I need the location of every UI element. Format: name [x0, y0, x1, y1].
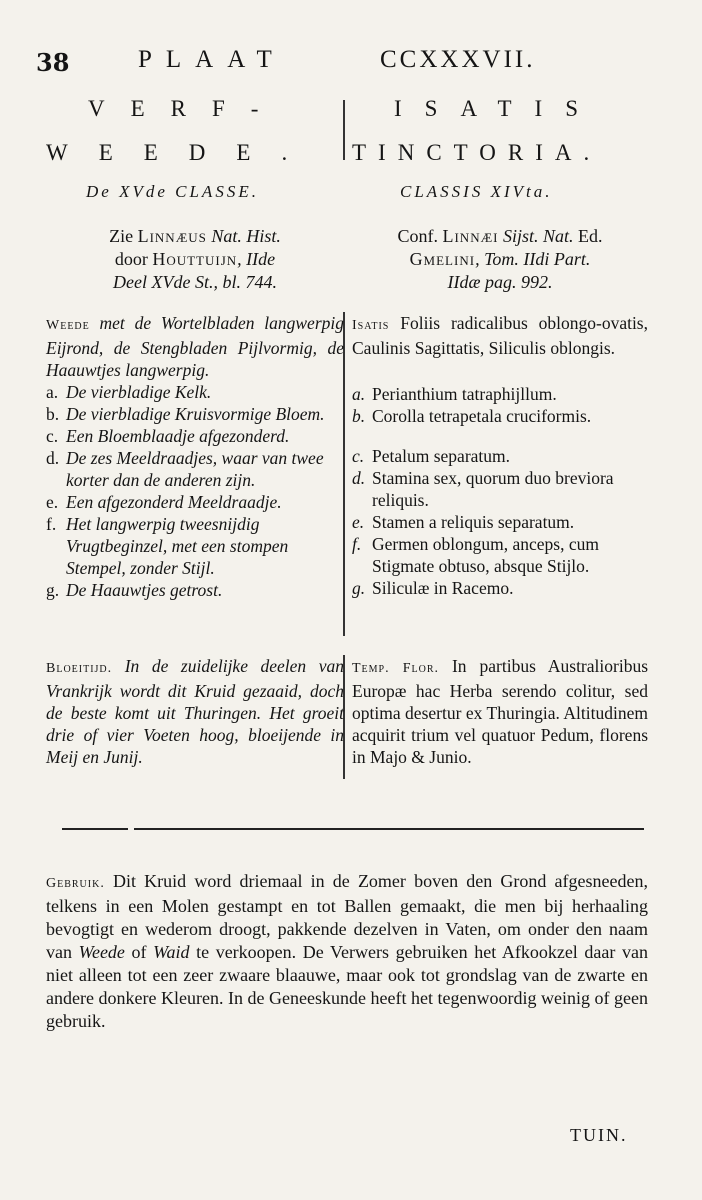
dutch-flowering: Bloeitijd. In de zuidelijke deelen van Vrankrijk wordt dit Kruid gezaaid, doch de beste komt uit Thuringen. Het groeit drie of vier Voeten hoog, bloeijende in Meij en Junij.	[46, 656, 344, 767]
dutch-title-line1: VERF-	[88, 96, 285, 121]
latin-description: Isatis Foliis radicalibus oblongo-ovatis, Caulinis Sagittatis, Siliculis oblongis.	[352, 313, 648, 358]
column-divider-title	[343, 100, 345, 160]
latin-title-line1: ISATIS	[394, 96, 602, 121]
separator-short	[62, 828, 128, 830]
dutch-description-column	[46, 312, 344, 601]
list-item: b. Corolla tetrapetala cruciformis.	[352, 406, 592, 426]
dutch-parts-list	[46, 381, 344, 601]
list-item: b. De vierbladige Kruisvormige Bloem.	[46, 404, 325, 424]
list-item: e. Stamen a reliquis separatum.	[352, 512, 575, 532]
latin-reference: Conf. Linnæi Sijst. Nat. Ed. Gmelini, Tom. IIdi Part. IIdæ pag. 992.	[397, 226, 603, 292]
list-item: d. Stamina sex, quorum duo breviora reliquis.	[352, 468, 614, 510]
latin-class: CLASSIS XIVta.	[400, 182, 553, 201]
latin-flowering: Temp. Flor. In partibus Australioribus Europæ hac Herba serendo colitur, sed optima desertur ex Thuringia. Altitudinem acquirit trium vel quatuor Pedum, florens in Majo & Junio.	[352, 656, 649, 767]
dutch-reference: Zie Linnæus Nat. Hist. door Houttuijn, IIde Deel XVde St., bl. 744.	[109, 226, 281, 292]
list-item: a. De vierbladige Kelk.	[46, 382, 212, 402]
plate-label: PLAAT	[138, 46, 286, 73]
page-number: 38	[36, 48, 70, 77]
list-item: f. Het langwerpig tweesnijdig Vrugtbeginzel, met een stompen Stempel, zonder Stijl.	[46, 514, 289, 578]
latin-parts-list	[352, 383, 648, 599]
list-item: g. De Haauwtjes getrost.	[46, 580, 223, 600]
plate-number: CCXXXVII.	[380, 46, 536, 73]
list-item: a. Perianthium tatraphijllum.	[352, 384, 557, 404]
latin-description-column	[352, 312, 648, 599]
dutch-title-line2: WEEDE.	[46, 140, 319, 165]
list-item: e. Een afgezonderd Meeldraadje.	[46, 492, 282, 512]
catchword: TUIN.	[570, 1125, 628, 1145]
latin-title-line2: TINCTORIA.	[352, 140, 602, 165]
list-item: c. Petalum separatum.	[352, 446, 511, 466]
list-item: d. De zes Meeldraadjes, waar van twee korter dan de anderen zijn.	[46, 448, 324, 490]
dutch-description: Weede met de Wortelbladen langwerpig Eijrond, de Stengbladen Pijlvormig, de Haauwtjes langwerpig.	[46, 313, 344, 380]
list-item: g. Siliculæ in Racemo.	[352, 578, 514, 598]
list-item: c. Een Bloemblaadje afgezonderd.	[46, 426, 290, 446]
usage-paragraph: Gebruik. Dit Kruid word driemaal in de Zomer boven den Grond afgesneeden, telkens in een Molen gestampt en tot Ballen gemaakt, die men bij herhaaling bevogtigt en wederom droogt, pakkende dezelven in Vaten, om onder den naam van Weede of Waid te verkoopen. De Verwers gebruiken het Afkookzel daar van niet alleen tot een zeer zwaare blaauwe, maar ook tot grondslag van de zwarte en andere donkere Kleuren. In de Geneeskunde heeft het tegenwoordig weinig of geen gebruik.	[46, 871, 648, 1031]
list-item: f. Germen oblongum, anceps, cum Stigmate obtuso, absque Stijlo.	[352, 534, 599, 576]
separator-long	[134, 828, 644, 830]
dutch-class: De XVde CLASSE.	[86, 182, 259, 201]
